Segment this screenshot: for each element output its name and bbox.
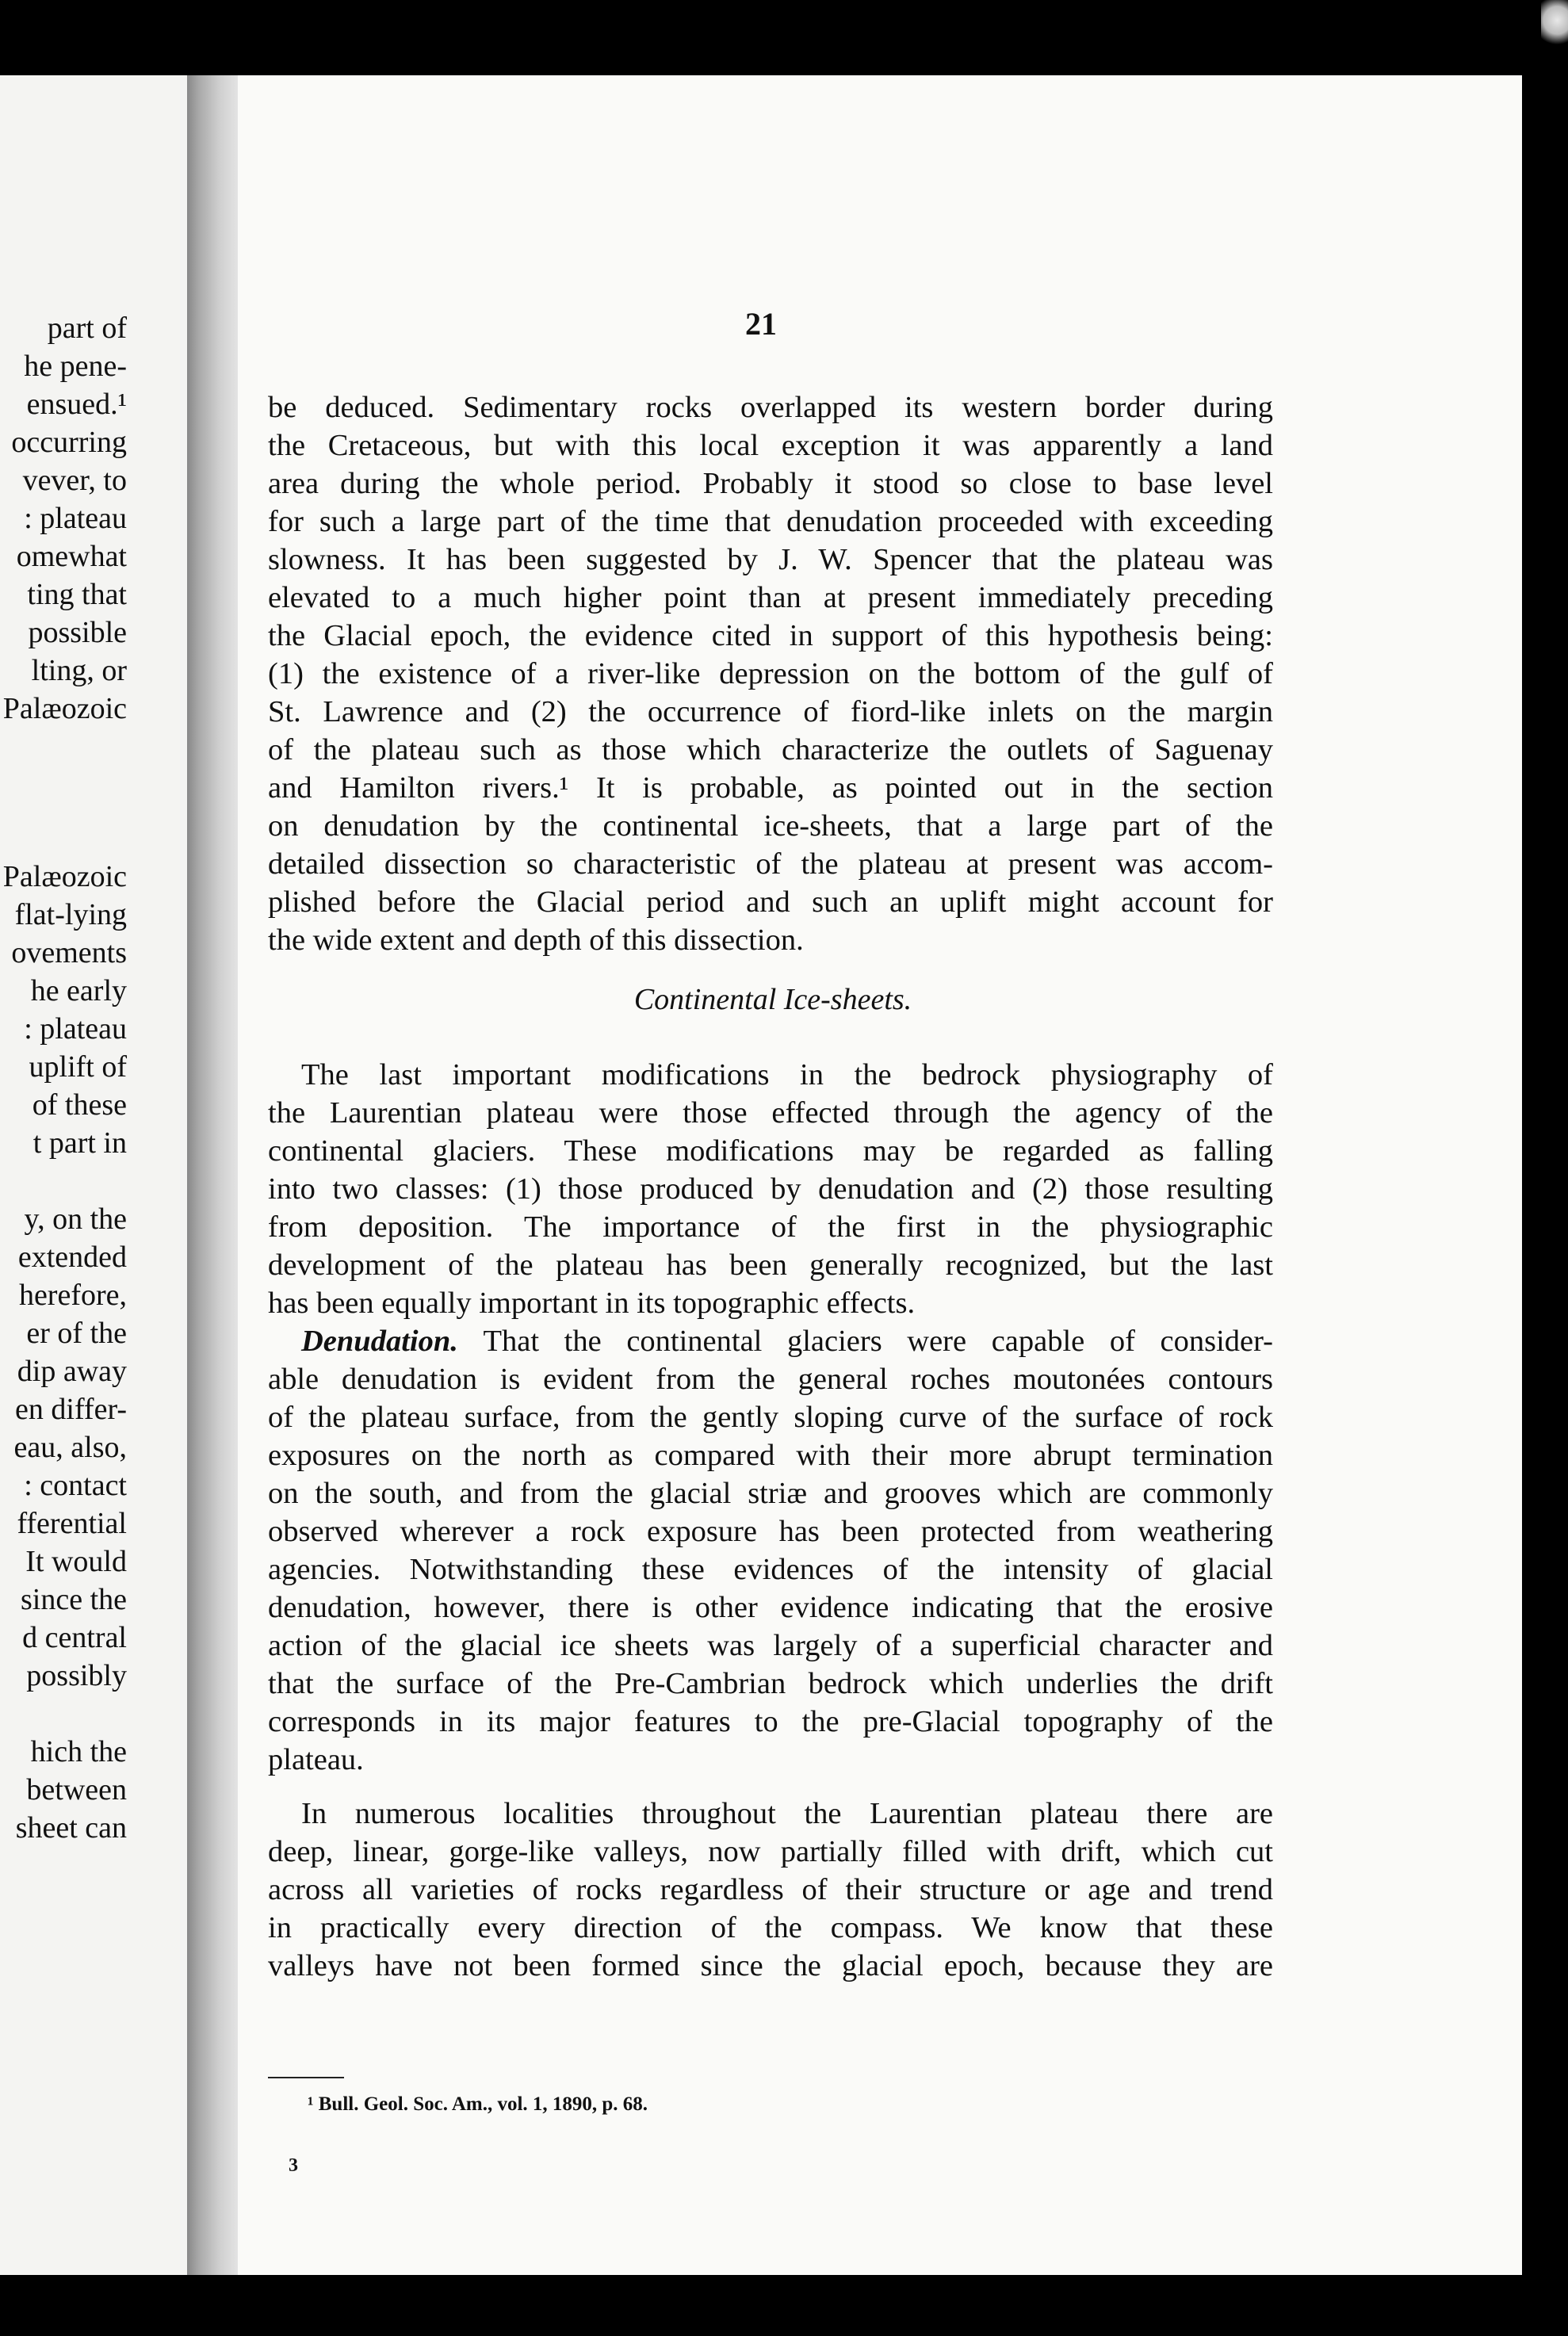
text-line: for such a large part of the time that denudation proceeded with exceeding bbox=[268, 505, 1273, 538]
text-line: across all varieties of rocks regardless of their structure or age and trend bbox=[268, 1873, 1273, 1906]
text-line: has been equally important in its topographic effects. bbox=[268, 1287, 916, 1320]
left-page-line: ensued.¹ bbox=[26, 388, 127, 421]
text-line: In numerous localities throughout the Laurentian plateau there are bbox=[301, 1797, 1273, 1830]
left-page-line: hich the bbox=[30, 1735, 127, 1768]
text-line: corresponds in its major features to the pre-Glacial topography of the bbox=[268, 1705, 1273, 1738]
left-page-line: t part in bbox=[33, 1126, 127, 1160]
text-line: on the south, and from the glacial striæ and grooves which are commonly bbox=[268, 1477, 1273, 1510]
text-line: observed wherever a rock exposure has been protected from weathering bbox=[268, 1515, 1273, 1548]
text-line: the Laurentian plateau were those effected through the agency of the bbox=[268, 1096, 1273, 1130]
left-page-line: y, on the bbox=[24, 1202, 127, 1236]
left-page-line: It would bbox=[25, 1545, 127, 1578]
left-page-line: extended bbox=[17, 1241, 127, 1274]
text-line: on denudation by the continental ice-sheets, that a large part of the bbox=[268, 809, 1273, 843]
text-line: valleys have not been formed since the glacial epoch, because they are bbox=[268, 1949, 1273, 1982]
left-page-line: : plateau bbox=[24, 1012, 127, 1046]
page bbox=[238, 75, 1522, 2275]
text-line: and Hamilton rivers.¹ It is probable, as pointed out in the section bbox=[268, 771, 1273, 805]
left-page-line: ting that bbox=[27, 578, 127, 611]
text-line: of the plateau such as those which characterize the outlets of Saguenay bbox=[268, 733, 1273, 767]
footnote: ¹ Bull. Geol. Soc. Am., vol. 1, 1890, p. 68. bbox=[308, 2093, 648, 2115]
left-page-line: fferential bbox=[17, 1507, 127, 1540]
text-line: detailed dissection so characteristic of the plateau at present was accom- bbox=[268, 847, 1273, 881]
left-page-line: er of the bbox=[26, 1317, 127, 1350]
left-page-line: vever, to bbox=[22, 464, 127, 497]
left-page-line: possible bbox=[28, 616, 127, 649]
text-line: St. Lawrence and (2) the occurrence of fiord-like inlets on the margin bbox=[268, 695, 1273, 728]
text-line: continental glaciers. These modifications may be regarded as falling bbox=[268, 1134, 1273, 1168]
left-page-line: part of bbox=[47, 312, 127, 345]
text-line: that the surface of the Pre-Cambrian bedrock which underlies the drift bbox=[268, 1667, 1273, 1700]
left-page-line: d central bbox=[22, 1621, 127, 1654]
text-line bbox=[301, 1326, 1273, 1357]
left-page-line: possibly bbox=[26, 1659, 127, 1692]
left-page-line: of these bbox=[32, 1088, 127, 1122]
run-in-heading: Denudation. bbox=[301, 1325, 484, 1358]
text-line: of the plateau surface, from the gently sloping curve of the surface of rock bbox=[268, 1401, 1273, 1434]
page-number: 21 bbox=[745, 306, 777, 342]
text-line: deep, linear, gorge-like valleys, now partially filled with drift, which cut bbox=[268, 1835, 1273, 1868]
left-page-line: uplift of bbox=[29, 1050, 127, 1084]
left-page-line: dip away bbox=[17, 1355, 127, 1388]
text-line: exposures on the north as compared with their more abrupt termination bbox=[268, 1439, 1273, 1472]
left-page-line: flat-lying bbox=[14, 898, 127, 931]
text-line: into two classes: (1) those produced by denudation and (2) those resulting bbox=[268, 1172, 1273, 1206]
left-page-line: between bbox=[26, 1773, 127, 1806]
text-line: area during the whole period. Probably it stood so close to base level bbox=[268, 467, 1273, 500]
text-line: from deposition. The importance of the first in the physiographic bbox=[268, 1210, 1273, 1244]
text-line: The last important modifications in the bedrock physiography of bbox=[301, 1058, 1273, 1092]
footnote-rule bbox=[268, 2077, 344, 2078]
text-line: elevated to a much higher point than at present immediately preceding bbox=[268, 581, 1273, 614]
text-line: the Glacial epoch, the evidence cited in support of this hypothesis being: bbox=[268, 619, 1273, 652]
book-gutter bbox=[187, 75, 246, 2275]
left-page-line: occurring bbox=[11, 426, 127, 459]
left-page-fragment bbox=[0, 75, 197, 2275]
left-page-line: Palæozoic bbox=[2, 692, 127, 725]
left-page-line: Palæozoic bbox=[2, 860, 127, 893]
left-page-line: ovements bbox=[11, 936, 127, 969]
text-line: be deduced. Sedimentary rocks overlapped its western border during bbox=[268, 391, 1273, 424]
left-page-line: eau, also, bbox=[13, 1431, 127, 1464]
text-line: in practically every direction of the compass. We know that these bbox=[268, 1911, 1273, 1944]
left-page-line: he pene- bbox=[24, 350, 127, 383]
section-heading: Continental Ice-sheets. bbox=[633, 983, 912, 1016]
text-line: agencies. Notwithstanding these evidences of the intensity of glacial bbox=[268, 1553, 1273, 1586]
left-page-line: herefore, bbox=[18, 1279, 127, 1312]
text-line: slowness. It has been suggested by J. W. Spencer that the plateau was bbox=[268, 543, 1273, 576]
signature-mark: 3 bbox=[289, 2155, 298, 2176]
left-page-line: omewhat bbox=[16, 540, 127, 573]
text-line: plished before the Glacial period and such an uplift might account for bbox=[268, 885, 1273, 919]
left-page-line: since the bbox=[20, 1583, 127, 1616]
text-line: action of the glacial ice sheets was largely of a superficial character and bbox=[268, 1629, 1273, 1662]
left-page-line: : contact bbox=[24, 1469, 127, 1502]
left-page-line: lting, or bbox=[31, 654, 127, 687]
scan-corner-mark bbox=[1541, 0, 1568, 51]
text-line: able denudation is evident from the general roches moutonées contours bbox=[268, 1363, 1273, 1396]
text-line: denudation, however, there is other evidence indicating that the erosive bbox=[268, 1591, 1273, 1624]
left-page-line: sheet can bbox=[15, 1811, 127, 1845]
left-page-line: en differ- bbox=[15, 1393, 127, 1426]
text-line: development of the plateau has been generally recognized, but the last bbox=[268, 1248, 1273, 1282]
text-line: the wide extent and depth of this dissection. bbox=[268, 923, 804, 957]
left-page-line: : plateau bbox=[24, 502, 127, 535]
text-line: the Cretaceous, but with this local exception it was apparently a land bbox=[268, 429, 1273, 462]
left-page-line: he early bbox=[30, 974, 127, 1007]
text-run: That the continental glaciers were capable of consider- bbox=[483, 1325, 1273, 1358]
text-line: (1) the existence of a river-like depression on the bottom of the gulf of bbox=[268, 657, 1273, 690]
text-line: plateau. bbox=[268, 1743, 364, 1776]
